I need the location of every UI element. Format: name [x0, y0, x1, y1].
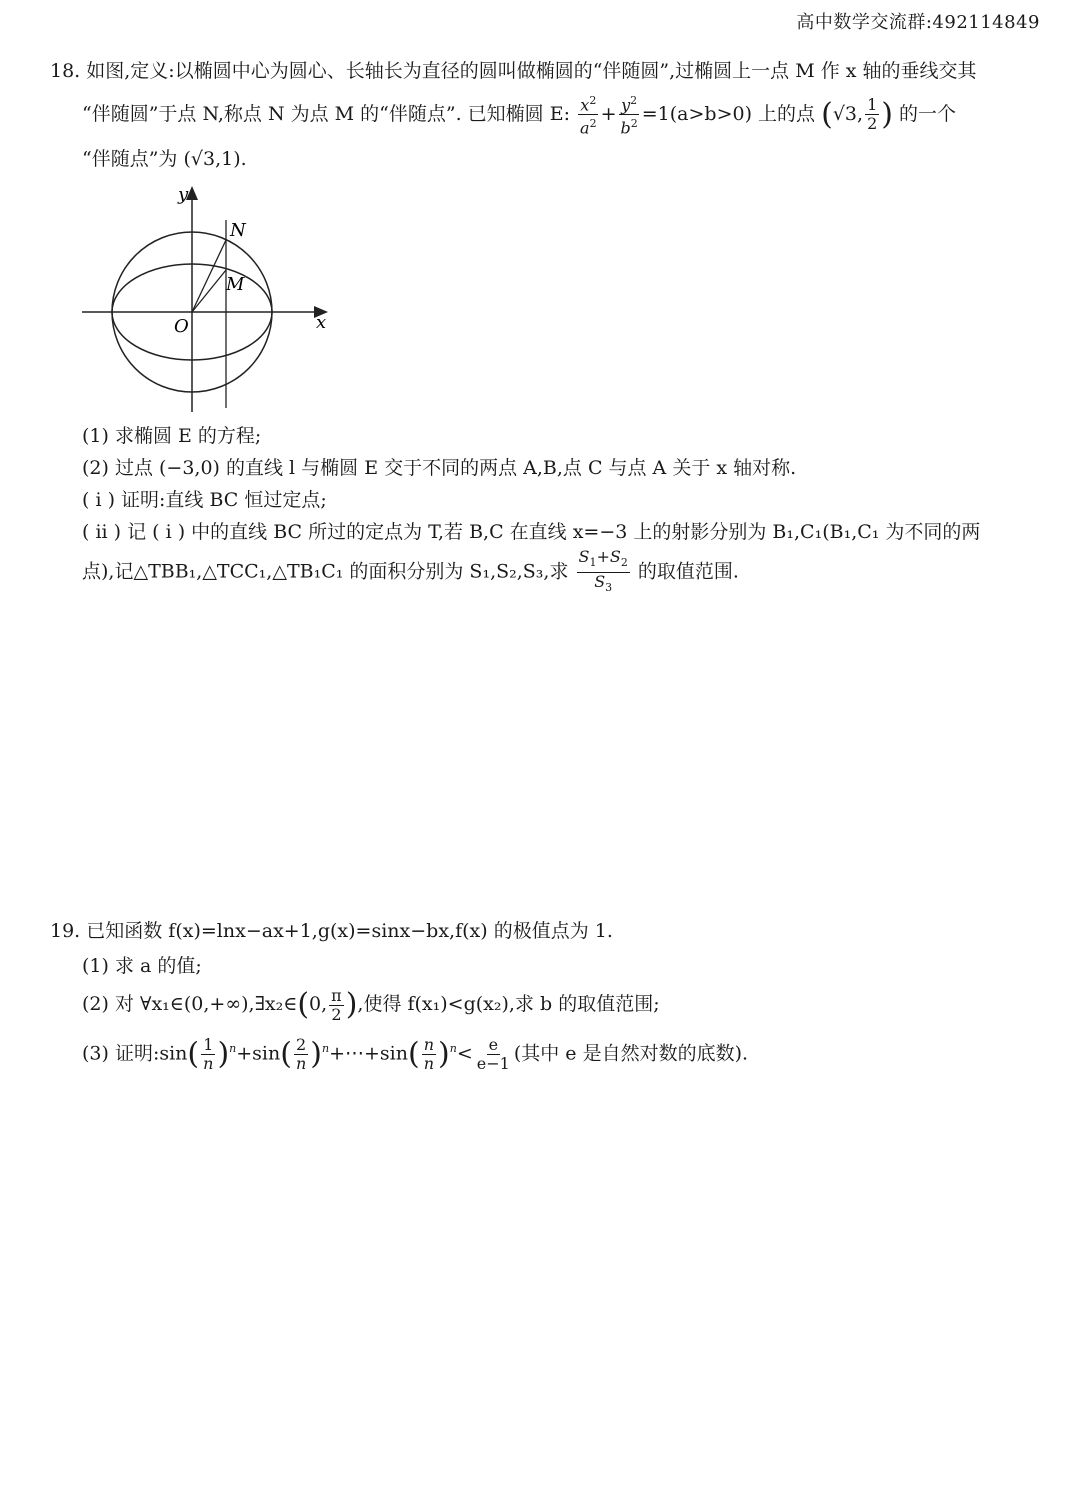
problem-18-line1: [50, 50, 1050, 92]
ellipse-companion-circle-figure: [80, 180, 340, 420]
label-m: M: [226, 274, 245, 295]
fraction-pi-over-2: $\frac{\pi}{2}$: [331, 985, 342, 1024]
problem-18-line2: “伴随圆”于点 N,称点 N 为点 M 的“伴随点”. 已知椭圆 E: $\frac{x^2}{a^2}$ + $\frac{y^2}{b^2}$ =1(a>b>0) 上的点 (√3, $\frac{1}{2}$ ) 的一个: [82, 94, 957, 138]
fraction-s1-s2-over-s3: $\frac{S_1+S_2}{S_3}$: [578, 547, 628, 595]
label-o: O: [174, 316, 189, 337]
header-group-info: 高中数学交流群:492114849: [796, 12, 1040, 33]
problem-19: [50, 912, 1050, 1076]
problem-19-q2: (2) 对 ∀x₁∈(0,+∞),∃x₂∈(0, $\frac{\pi}{2}$ ),使得 f(x₁)<g(x₂),求 b 的取值范围;: [82, 985, 660, 1024]
problem-18-q2ii-a: ( ii ) 记 ( i ) 中的直线 BC 所过的定点为 T,若 B,C 在直线 x=−3 上的射影分别为 B₁,C₁(B₁,C₁ 为不同的两: [82, 521, 981, 543]
label-y: y: [178, 184, 189, 205]
problem-19-q1: (1) 求 a 的值;: [82, 955, 202, 977]
problem-18-q1: (1) 求椭圆 E 的方程;: [82, 425, 262, 447]
problem-18: [50, 50, 1050, 180]
label-n: N: [230, 220, 246, 241]
problem-18-q2i: ( i ) 证明:直线 BC 恒过定点;: [82, 489, 327, 511]
fraction-one-half: $\frac{1}{2}$: [867, 95, 878, 134]
problem-18-text-2b: =1(a>b>0) 上的点: [641, 102, 816, 125]
problem-18-q2ii-b: 点),记△TBB₁,△TCC₁,△TB₁C₁ 的面积分别为 S₁,S₂,S₃,求 $\frac{S_1+S_2}{S_3}$ 的取值范围.: [50, 548, 1050, 597]
problem-18-questions: [50, 420, 1050, 597]
problem-18-q2: (2) 过点 (−3,0) 的直线 l 与椭圆 E 交于不同的两点 A,B,点 C 与点 A 关于 x 轴对称.: [82, 457, 797, 479]
problem-18-number: 18.: [50, 60, 81, 82]
fraction-e-over-e-minus-1: $\frac{e}{e-1}$: [476, 1034, 510, 1073]
problem-19-q3: (3) 证明:sin( $\frac{1}{n}$ )$^n$+sin( $\frac{2}{n}$ )$^n$+⋯+sin( $\frac{n}{n}$ )$^n$< $\frac{e}{e-1}$ (其中 e 是自然对数的底数).: [82, 1034, 749, 1073]
fraction-y2-b2: $\frac{y^2}{b^2}$: [620, 94, 638, 138]
label-x: x: [316, 312, 327, 333]
problem-19-number: 19.: [50, 920, 81, 942]
problem-18-text-1: 如图,定义:以椭圆中心为圆心、长轴长为直径的圆叫做椭圆的“伴随圆”,过椭圆上一点 M 作 x 轴的垂线交其: [86, 60, 977, 82]
problem-18-text-2a: “伴随圆”于点 N,称点 N 为点 M 的“伴随点”. 已知椭圆 E:: [82, 102, 570, 125]
problem-18-text-2c: 的一个: [899, 102, 957, 125]
problem-18-line3: “伴随点”为 (√3,1).: [82, 147, 247, 170]
problem-19-line1: 19. 已知函数 f(x)=lnx−ax+1,g(x)=sinx−bx,f(x) 的极值点为 1.: [50, 920, 613, 942]
fraction-x2-a2: $\frac{x^2}{a^2}$: [580, 94, 597, 138]
